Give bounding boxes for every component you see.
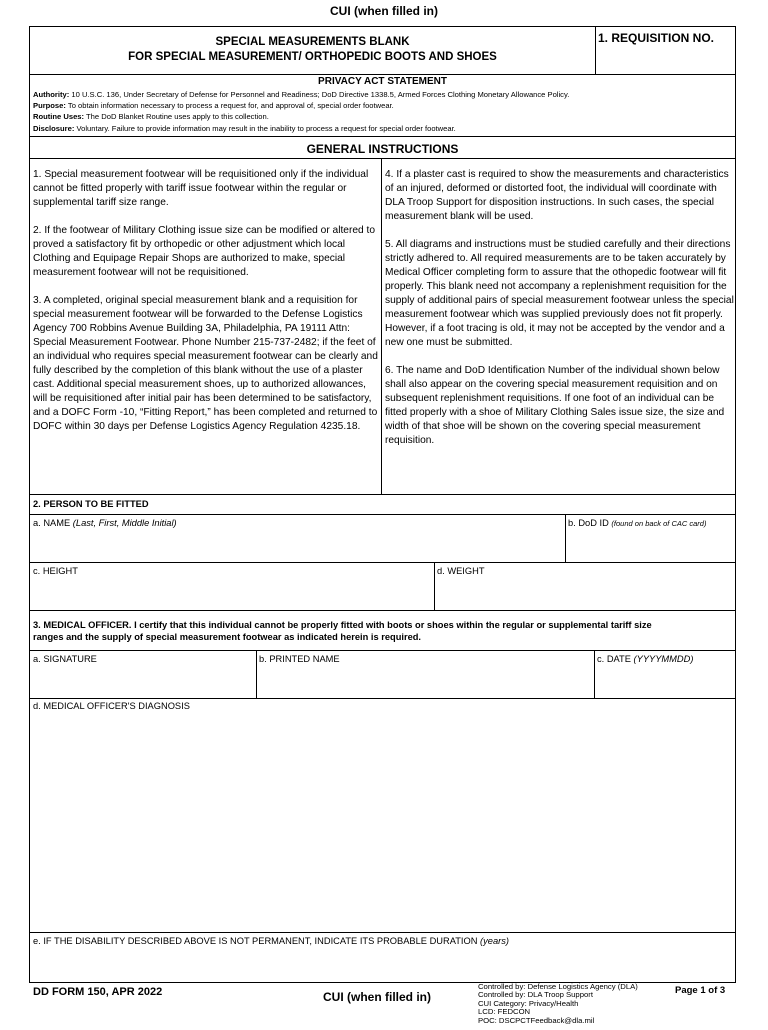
authority-text: 10 U.S.C. 136, Under Secretary of Defense for Personnel and Readiness; DoD Directive 1338.5, Armed Forces Clothing Monetary Allowance Policy. [71,90,570,99]
cui-designation-block [478,983,638,1025]
cui-marking-top: CUI (when filled in) [330,4,438,18]
name-field[interactable] [32,532,562,562]
instructions-right-column [385,168,734,462]
cui-category: CUI Category: Privacy/Health [478,998,579,1008]
weight-label: d. WEIGHT [437,566,485,576]
date-hint: (YYYYMMDD) [633,654,694,664]
name-hint: (Last, First, Middle Initial) [72,518,177,528]
weight-field[interactable] [436,580,733,610]
instruction-4: 4. If a plaster cast is required to show the measurements and characteristics of an injured, deformed or distorted foot, the individual will coordinate with DLA Troop Support for disposition instructions. In such cases, the special measurement blank will be used. [385,169,729,222]
duration-label: e. IF THE DISABILITY DESCRIBED ABOVE IS NOT PERMANENT, INDICATE ITS PROBABLE DURATION (years) [33,936,509,946]
form-title-line1: SPECIAL MEASUREMENTS BLANK [215,36,410,48]
medical-officer-heading: 3. MEDICAL OFFICER. I certify that this individual cannot be properly fitted with boots or shoes within the regular or supplemental tariff size ranges and the supply of special measurement footwear as indicated herein is required. [33,620,652,642]
name-label: a. NAME (Last, First, Middle Initial) [33,518,177,528]
instruction-5: 5. All diagrams and instructions must be studied carefully and their directions strictly adhered to. All required measurements are to be taken accurately by Medical Officer completing form to assure that the othopedic footwear will fit properly. This blank need not accompany a replenishment requisition for the supply of additional pairs of special measurement footwear unless the special measurement footwear which was supplied previously does not fit properly. However, if a foot tracing is old, it may not be accepted by the vendor and a new one must be submitted. [385,239,734,348]
instruction-2: 2. If the footwear of Military Clothing issue size can be modified or altered to proved a satisfactory fit by orthopedic or other adjustment which local Clothing and Equipage Repair Shops are authorized to make, special measurement footwear will not be requisitioned. [33,225,376,278]
diagnosis-field[interactable] [32,715,733,930]
printed-name-label: b. PRINTED NAME [259,654,340,664]
date-field[interactable] [596,668,733,698]
instruction-1: 1. Special measurement footwear will be requisitioned only if the individual cannot be fitted properly with tariff issue footwear within the regular or supplemental tariff size range. [33,169,369,208]
height-label: c. HEIGHT [33,566,78,576]
instruction-3: 3. A completed, original special measurement blank and a requisition for special measurement footwear will be forwarded to the Defense Logistics Agency 700 Robbins Avenue Building 3A, Philadelphia, PA 19111 Attn: Special Measurement Footwear. Phone Number 215-737-2482; if the feet of an individual who requires special measurement footwear can be clearly and fully described by the completion of this blank without the use of a plaster cast. Additional special measurement shoes, up to authorized allowances, will be requisitioned after initial pair has been determined to be satisfactory, and a DOFC Form -10, “Fitting Report,” has been completed and returned to DOFC within 30 days per Defense Logistics Agency Regulation 4235.18. [33,295,378,432]
form-identifier: DD FORM 150, APR 2022 [33,986,163,998]
dd-form-150 [29,26,736,983]
requisition-no-label: 1. REQUISITION NO. [598,31,715,45]
cui-marking-bottom: CUI (when filled in) [323,990,431,1004]
person-to-be-fitted-heading: 2. PERSON TO BE FITTED [33,499,149,509]
signature-label: a. SIGNATURE [33,654,97,664]
disclosure-label: Disclosure: [33,123,75,133]
poc-email: POC: DSCPCTFeedback@dla.mil [478,1015,595,1025]
authority-label: Authority: [33,90,70,99]
dod-id-field[interactable] [567,532,733,562]
disclosure-text: Voluntary. Failure to provide information may result in the inability to process a request for special order footwear. [76,123,456,133]
diagnosis-label: d. MEDICAL OFFICER'S DIAGNOSIS [33,701,190,711]
instruction-6: 6. The name and DoD Identification Number of the individual shown below shall also appear on the covering special measurement requisition and on subsequent replenishment requisitions. If one foot of an individual can be fitted properly with a shoe of Military Clothing Sales issue size, the size and width of that shoe will be shown on the covering special measurement requisition. [385,365,725,446]
signature-field[interactable] [32,668,252,698]
controlled-by-dla: Controlled by: Defense Logistics Agency (DLA) [478,982,638,991]
controlled-by-troop-support: Controlled by: DLA Troop Support [478,990,593,1000]
routine-uses-label: Routine Uses: [33,112,85,122]
dod-id-label: b. DoD ID (found on back of CAC card) [568,518,707,528]
privacy-act-heading: PRIVACY ACT STATEMENT [318,76,447,87]
duration-hint: (years) [480,936,509,946]
printed-name-field[interactable] [258,668,592,698]
height-field[interactable] [32,580,430,610]
form-title-line2: FOR SPECIAL MEASUREMENT/ ORTHOPEDIC BOOTS AND SHOES [128,51,497,63]
requisition-no-field[interactable] [596,47,735,73]
date-label: c. DATE (YYYYMMDD) [597,654,694,664]
lcd: LCD: FEDCON [478,1007,531,1017]
purpose-label: Purpose: [33,101,66,111]
instructions-left-column [33,168,381,448]
routine-uses-text: The DoD Blanket Routine uses apply to this collection. [86,112,269,122]
privacy-act-statement [33,89,732,134]
duration-field[interactable] [32,950,733,980]
form-title [30,35,595,65]
purpose-text: To obtain information necessary to process a request for, and approval of, special order footwear. [67,101,394,111]
page-number: Page 1 of 3 [675,985,726,996]
dod-id-hint: (found on back of CAC card) [611,519,707,528]
general-instructions-heading: GENERAL INSTRUCTIONS [306,142,459,156]
